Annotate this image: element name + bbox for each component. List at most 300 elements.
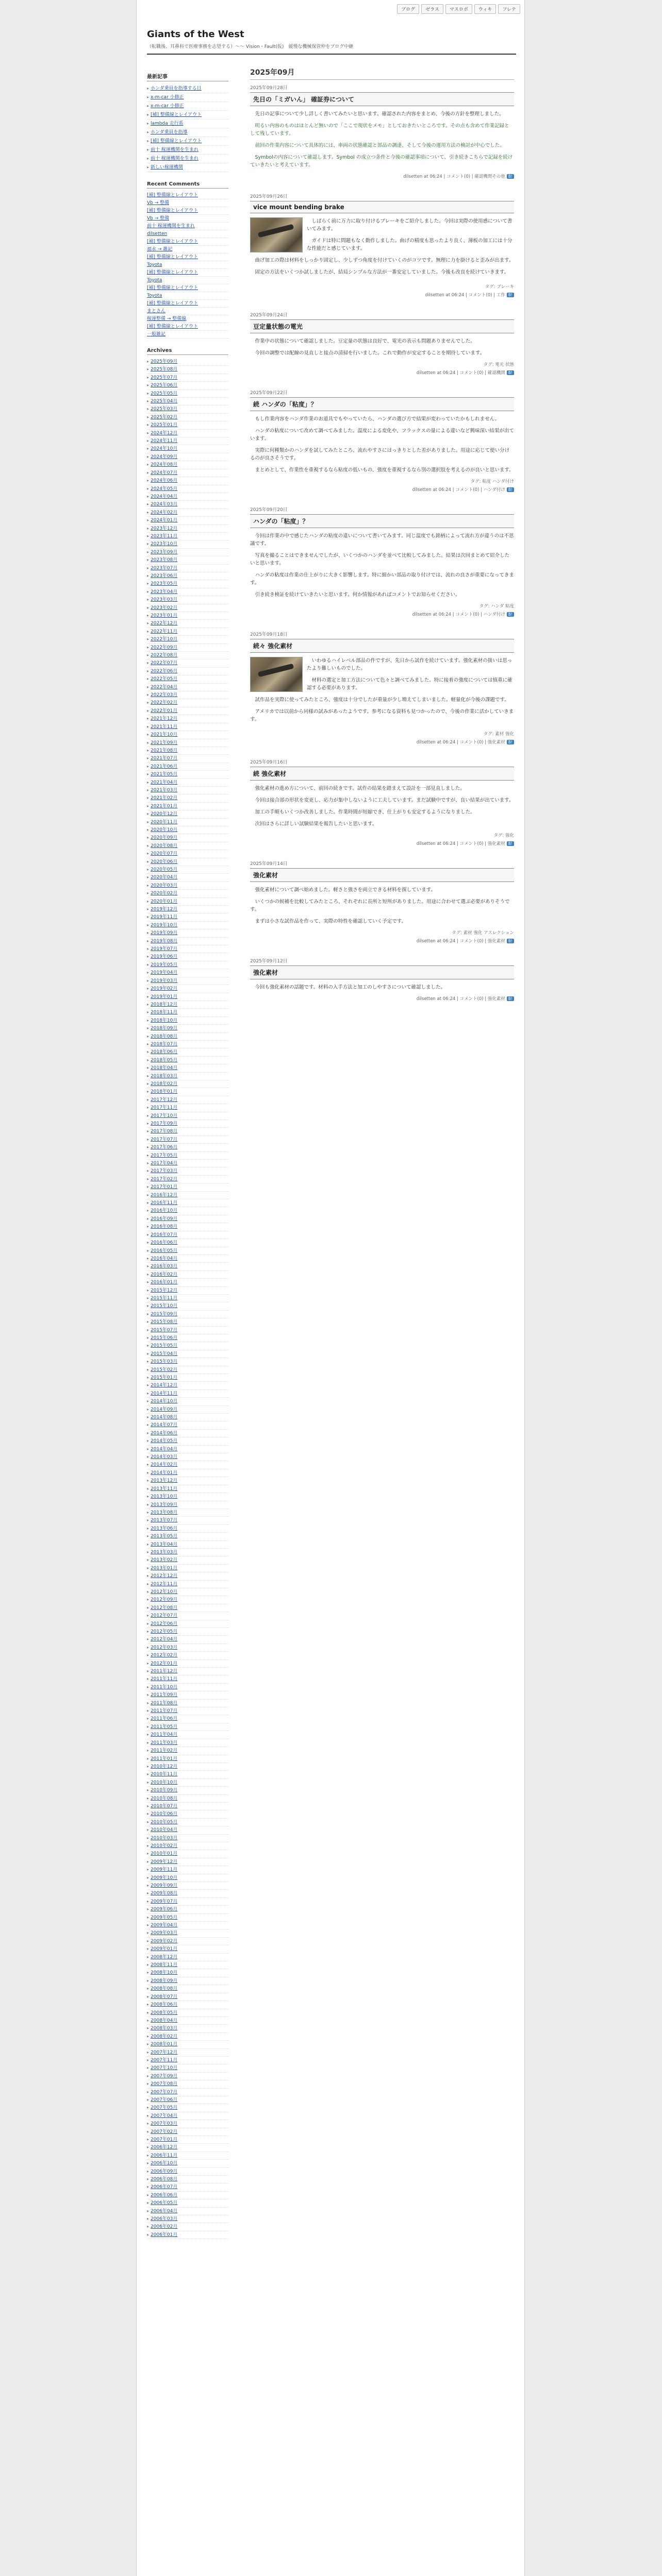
recent-entry-item[interactable] <box>147 102 228 111</box>
recent-entry-item[interactable] <box>147 120 228 128</box>
archive-month-item-link[interactable]: 2006年11月 <box>151 2153 178 2158</box>
archive-month-item[interactable] <box>147 1731 228 1739</box>
archive-month-item[interactable] <box>147 659 228 667</box>
archive-month-item[interactable] <box>147 1858 228 1866</box>
archive-month-item-link[interactable]: 2021年01月 <box>151 803 178 809</box>
archive-month-item[interactable] <box>147 580 228 588</box>
archive-month-item-link[interactable]: 2024年09月 <box>151 454 178 460</box>
archive-month-item[interactable] <box>147 509 228 517</box>
recent-comment-item[interactable] <box>147 331 228 338</box>
archive-month-item[interactable] <box>147 2192 228 2199</box>
archive-month-item-link[interactable]: 2022年09月 <box>151 645 178 650</box>
bookmark-badge[interactable]: B! <box>507 612 514 617</box>
archive-month-item[interactable] <box>147 985 228 993</box>
archive-month-item-link[interactable]: 2014年09月 <box>151 1406 178 1412</box>
archive-month-item-link[interactable]: 2010年05月 <box>151 1819 178 1825</box>
top-nav-link[interactable]: ゼラス <box>421 4 443 14</box>
archive-month-item[interactable] <box>147 2231 228 2239</box>
archive-month-item-link[interactable]: 2016年01月 <box>151 1280 178 1285</box>
archive-month-item[interactable] <box>147 810 228 818</box>
archive-month-item[interactable] <box>147 1421 228 1429</box>
entry-meta-text[interactable]: dilsetten at 06:24 | コメント(0) | ハンダ付け <box>412 612 505 617</box>
archive-month-item-link[interactable]: 2018年12月 <box>151 1002 178 1007</box>
archive-month-item[interactable] <box>147 1223 228 1231</box>
archive-month-item-link[interactable]: 2012年01月 <box>151 1660 178 1666</box>
archive-month-item[interactable] <box>147 461 228 469</box>
archive-month-item-link[interactable]: 2016年02月 <box>151 1272 178 1277</box>
archive-month-item-link[interactable]: 2020年10月 <box>151 827 178 833</box>
entry-title[interactable]: vice mount bending brake <box>250 201 514 213</box>
archive-month-item[interactable] <box>147 398 228 405</box>
archive-month-item[interactable] <box>147 763 228 771</box>
archive-month-item[interactable] <box>147 382 228 389</box>
archive-month-item[interactable] <box>147 1604 228 1612</box>
archive-month-item-link[interactable]: 2009年04月 <box>151 1923 178 1928</box>
archive-month-item-link[interactable]: 2020年03月 <box>151 883 178 888</box>
archive-month-item[interactable] <box>147 850 228 858</box>
archive-month-item-link[interactable]: 2011年01月 <box>151 1756 178 1761</box>
archive-month-item-link[interactable]: 2015年08月 <box>151 1319 178 1325</box>
archive-month-item[interactable] <box>147 501 228 509</box>
archive-month-item[interactable] <box>147 2025 228 2032</box>
archive-month-item-link[interactable]: 2021年12月 <box>151 716 178 722</box>
archive-month-item[interactable] <box>147 874 228 882</box>
archive-month-item[interactable] <box>147 866 228 874</box>
recent-comment-item[interactable] <box>147 308 228 315</box>
archive-month-item[interactable] <box>147 1025 228 1032</box>
recent-entry-item-link[interactable]: [補] 整備線とレイアウト <box>151 112 202 117</box>
archive-month-item-link[interactable]: 2024年05月 <box>151 486 178 492</box>
archive-month-item[interactable] <box>147 588 228 596</box>
archive-month-item[interactable] <box>147 691 228 699</box>
entry-meta-text[interactable]: dilsetten at 06:24 | コメント(0) | 強化素材 <box>416 740 505 745</box>
recent-comment-item[interactable] <box>147 284 228 292</box>
archive-month-item-link[interactable]: 2022年01月 <box>151 708 178 714</box>
archive-month-item[interactable] <box>147 453 228 461</box>
archive-month-item[interactable] <box>147 1707 228 1715</box>
archive-month-item[interactable] <box>147 1477 228 1485</box>
archive-month-item[interactable] <box>147 699 228 707</box>
archive-month-item[interactable] <box>147 1167 228 1175</box>
archive-month-item[interactable] <box>147 715 228 723</box>
recent-comment-item-link[interactable]: 一般雑記 <box>147 332 166 337</box>
archive-month-item-link[interactable]: 2007年06月 <box>151 2097 178 2103</box>
archive-month-item-link[interactable]: 2012年12月 <box>151 1573 178 1579</box>
entry-title[interactable]: 強化素材 <box>250 965 514 979</box>
archive-month-item[interactable] <box>147 1128 228 1136</box>
archive-month-item[interactable] <box>147 747 228 755</box>
archive-month-item-link[interactable]: 2014年11月 <box>151 1391 178 1396</box>
archive-month-item[interactable] <box>147 1969 228 1977</box>
archive-month-item[interactable] <box>147 1810 228 1818</box>
archive-month-item-link[interactable]: 2009年06月 <box>151 1907 178 1912</box>
archive-month-item-link[interactable]: 2023年10月 <box>151 541 178 547</box>
archive-month-item-link[interactable]: 2020年02月 <box>151 891 178 896</box>
archive-month-item[interactable] <box>147 2112 228 2120</box>
entry-tags[interactable]: タグ: 電光 状態 <box>483 362 514 367</box>
archive-month-item[interactable] <box>147 938 228 945</box>
entry-meta-text[interactable]: dilsetten at 06:24 | コメント(0) | 工作 <box>425 293 505 298</box>
archive-month-item-link[interactable]: 2008年03月 <box>151 2026 178 2031</box>
archive-month-item-link[interactable]: 2018年03月 <box>151 1073 178 1079</box>
archive-month-item-link[interactable]: 2022年08月 <box>151 653 178 658</box>
archive-month-item-link[interactable]: 2015年12月 <box>151 1287 178 1293</box>
archive-month-item-link[interactable]: 2020年04月 <box>151 875 178 880</box>
archive-month-item[interactable] <box>147 1414 228 1421</box>
archive-month-item-link[interactable]: 2009年07月 <box>151 1899 178 1904</box>
bookmark-badge[interactable]: B! <box>507 939 514 943</box>
archive-month-item-link[interactable]: 2010年08月 <box>151 1795 178 1801</box>
archive-month-item[interactable] <box>147 826 228 834</box>
archive-month-item-link[interactable]: 2010年04月 <box>151 1827 178 1833</box>
archive-month-item[interactable] <box>147 906 228 913</box>
archive-month-item[interactable] <box>147 620 228 628</box>
archive-month-item[interactable] <box>147 1787 228 1794</box>
recent-entry-item[interactable] <box>147 137 228 146</box>
archive-month-item-link[interactable]: 2009年08月 <box>151 1891 178 1896</box>
archive-month-item-link[interactable]: 2023年12月 <box>151 526 178 531</box>
archive-month-item[interactable] <box>147 1985 228 1993</box>
recent-entry-item[interactable] <box>147 155 228 163</box>
archive-month-item-link[interactable]: 2008年06月 <box>151 2002 178 2008</box>
recent-entry-item-link[interactable]: 前十 稼運機関を生まれ <box>151 156 198 161</box>
archive-month-item-link[interactable]: 2013年01月 <box>151 1565 178 1571</box>
archive-month-item-link[interactable]: 2024年11月 <box>151 438 178 444</box>
archive-month-item[interactable] <box>147 2041 228 2048</box>
archive-month-item-link[interactable]: 2013年03月 <box>151 1549 178 1555</box>
archive-month-item[interactable] <box>147 1620 228 1628</box>
archive-month-item-link[interactable]: 2016年07月 <box>151 1232 178 1238</box>
archive-month-item[interactable] <box>147 1572 228 1580</box>
archive-month-item[interactable] <box>147 469 228 477</box>
archive-month-item[interactable] <box>147 1199 228 1207</box>
archive-month-item[interactable] <box>147 652 228 659</box>
archive-month-item[interactable] <box>147 1906 228 1913</box>
archive-month-item-link[interactable]: 2006年06月 <box>151 2192 178 2198</box>
archive-month-item-link[interactable]: 2010年06月 <box>151 1811 178 1817</box>
archive-month-item-link[interactable]: 2016年06月 <box>151 1240 178 1246</box>
archive-month-item-link[interactable]: 2008年02月 <box>151 2033 178 2039</box>
archive-month-item[interactable] <box>147 1080 228 1088</box>
archive-month-item[interactable] <box>147 636 228 643</box>
archive-month-item[interactable] <box>147 1342 228 1350</box>
archive-month-item-link[interactable]: 2025年09月 <box>151 359 178 364</box>
archive-month-item-link[interactable]: 2011年03月 <box>151 1740 178 1745</box>
archive-month-item-link[interactable]: 2008年11月 <box>151 1962 178 1968</box>
archive-month-item[interactable] <box>147 803 228 810</box>
archive-month-item[interactable] <box>147 961 228 969</box>
recent-comment-item-link[interactable]: 福永 → 雑記 <box>147 247 173 252</box>
archive-month-item-link[interactable]: 2022年03月 <box>151 692 178 698</box>
archive-month-item-link[interactable]: 2014年02月 <box>151 1462 178 1468</box>
archive-month-item-link[interactable]: 2022年07月 <box>151 660 178 666</box>
archive-month-item[interactable] <box>147 1954 228 1961</box>
archive-month-item-link[interactable]: 2013年05月 <box>151 1534 178 1539</box>
recent-entry-item[interactable] <box>147 84 228 93</box>
archive-month-item-link[interactable]: 2010年07月 <box>151 1803 178 1809</box>
archive-month-item[interactable] <box>147 2199 228 2207</box>
archive-month-item-link[interactable]: 2006年03月 <box>151 2216 178 2222</box>
archive-month-item[interactable] <box>147 1556 228 1564</box>
archive-month-item-link[interactable]: 2010年12月 <box>151 1764 178 1769</box>
archive-month-item[interactable] <box>147 1437 228 1445</box>
archive-month-item[interactable] <box>147 739 228 747</box>
archive-month-item[interactable] <box>147 1755 228 1763</box>
recent-comment-item[interactable] <box>147 300 228 308</box>
recent-comment-item-link[interactable]: 稼運整備 → 整備線 <box>147 316 187 321</box>
archive-month-item-link[interactable]: 2018年04月 <box>151 1065 178 1071</box>
archive-month-item-link[interactable]: 2014年12月 <box>151 1383 178 1388</box>
archive-month-item[interactable] <box>147 1096 228 1104</box>
archive-month-item-link[interactable]: 2011年04月 <box>151 1732 178 1738</box>
recent-comment-item-link[interactable]: [補] 整備線とレイアウト <box>147 324 198 329</box>
archive-month-item[interactable] <box>147 1057 228 1064</box>
archive-month-item[interactable] <box>147 493 228 501</box>
archive-month-item[interactable] <box>147 1850 228 1858</box>
archive-month-item[interactable] <box>147 1247 228 1255</box>
archive-month-item[interactable] <box>147 2223 228 2231</box>
bookmark-badge[interactable]: B! <box>507 174 514 179</box>
archive-month-item-link[interactable]: 2017年01月 <box>151 1184 178 1190</box>
archive-month-item-link[interactable]: 2006年02月 <box>151 2224 178 2230</box>
archive-month-item-link[interactable]: 2008年09月 <box>151 1978 178 1984</box>
archive-month-item-link[interactable]: 2010年03月 <box>151 1835 178 1841</box>
bookmark-badge[interactable]: B! <box>507 996 514 1001</box>
archive-month-item[interactable] <box>147 1898 228 1906</box>
entry-title[interactable]: 先日の「ミガいん」 確証券について <box>250 92 514 106</box>
archive-month-item-link[interactable]: 2024年07月 <box>151 470 178 476</box>
archive-month-item[interactable] <box>147 366 228 374</box>
archive-month-item-link[interactable]: 2019年08月 <box>151 938 178 944</box>
recent-comment-item-link[interactable]: まとさん <box>147 309 166 314</box>
archive-month-item-link[interactable]: 2012年06月 <box>151 1621 178 1626</box>
archive-month-item[interactable] <box>147 1819 228 1826</box>
archive-month-item[interactable] <box>147 2152 228 2160</box>
archive-month-item-link[interactable]: 2017年09月 <box>151 1121 178 1126</box>
archive-month-item[interactable] <box>147 1779 228 1787</box>
archive-month-item[interactable] <box>147 1279 228 1286</box>
archive-month-item-link[interactable]: 2006年07月 <box>151 2184 178 2190</box>
archive-month-item[interactable] <box>147 1763 228 1771</box>
archive-month-item-link[interactable]: 2023年04月 <box>151 589 178 595</box>
archive-month-item-link[interactable]: 2007年11月 <box>151 2057 178 2063</box>
archive-month-item[interactable] <box>147 1461 228 1469</box>
archive-month-item-link[interactable]: 2013年12月 <box>151 1478 178 1484</box>
archive-month-item-link[interactable]: 2008年05月 <box>151 2010 178 2015</box>
recent-comment-item-link[interactable]: Toyota <box>147 278 162 283</box>
archive-month-item-link[interactable]: 2016年10月 <box>151 1208 178 1214</box>
archive-month-item[interactable] <box>147 596 228 604</box>
recent-comment-item-link[interactable]: [補] 整備線とレイアウト <box>147 270 198 275</box>
archive-month-item-link[interactable]: 2014年01月 <box>151 1470 178 1476</box>
recent-comment-item[interactable] <box>147 315 228 323</box>
archive-month-item-link[interactable]: 2019年05月 <box>151 962 178 968</box>
recent-comment-item[interactable] <box>147 277 228 284</box>
top-nav-link[interactable]: マスロボ <box>445 4 472 14</box>
archive-month-item-link[interactable]: 2021年03月 <box>151 787 178 793</box>
archive-month-item[interactable] <box>147 1565 228 1572</box>
archive-month-item-link[interactable]: 2012年02月 <box>151 1653 178 1658</box>
recent-comment-item[interactable] <box>147 323 228 331</box>
archive-month-item[interactable] <box>147 1835 228 1842</box>
archive-month-item[interactable] <box>147 1842 228 1850</box>
archive-month-item-link[interactable]: 2011年05月 <box>151 1724 178 1730</box>
archive-month-item-link[interactable]: 2013年06月 <box>151 1526 178 1531</box>
archive-month-item-link[interactable]: 2021年10月 <box>151 732 178 738</box>
archive-month-item[interactable] <box>147 644 228 652</box>
archive-month-item[interactable] <box>147 1041 228 1048</box>
archive-month-item-link[interactable]: 2008年07月 <box>151 1994 178 1999</box>
archive-month-item[interactable] <box>147 1660 228 1668</box>
archive-month-item[interactable] <box>147 1588 228 1596</box>
archive-month-item-link[interactable]: 2025年06月 <box>151 383 178 388</box>
archive-month-item[interactable] <box>147 1929 228 1937</box>
archive-month-item-link[interactable]: 2019年09月 <box>151 930 178 936</box>
top-nav-link[interactable]: フレテ <box>498 4 520 14</box>
archive-month-item-link[interactable]: 2023年01月 <box>151 613 178 618</box>
archive-month-item-link[interactable]: 2018年02月 <box>151 1081 178 1087</box>
bookmark-badge[interactable]: B! <box>507 293 514 297</box>
archive-month-item[interactable] <box>147 977 228 985</box>
archive-month-item-link[interactable]: 2017年03月 <box>151 1168 178 1174</box>
recent-comment-item[interactable] <box>147 238 228 246</box>
recent-comment-item[interactable] <box>147 292 228 300</box>
archive-month-item-link[interactable]: 2016年08月 <box>151 1224 178 1230</box>
archive-month-item-link[interactable]: 2009年01月 <box>151 1946 178 1952</box>
archive-month-item-link[interactable]: 2013年11月 <box>151 1486 178 1492</box>
archive-month-item[interactable] <box>147 1533 228 1540</box>
entry-meta-text[interactable]: dilsetten at 06:24 | コメント(0) | ハンダ付け <box>412 487 505 493</box>
archive-month-item[interactable] <box>147 1271 228 1279</box>
archive-month-item-link[interactable]: 2008年10月 <box>151 1970 178 1976</box>
archive-month-item-link[interactable]: 2021年09月 <box>151 740 178 745</box>
archive-month-item[interactable] <box>147 1890 228 1897</box>
archive-month-item[interactable] <box>147 1469 228 1477</box>
archive-month-item[interactable] <box>147 1945 228 1953</box>
archive-month-item-link[interactable]: 2017年04月 <box>151 1161 178 1166</box>
archive-month-item-link[interactable]: 2023年05月 <box>151 581 178 587</box>
archive-month-item-link[interactable]: 2011年11月 <box>151 1676 178 1682</box>
archive-month-item[interactable] <box>147 2136 228 2144</box>
recent-comment-item[interactable] <box>147 199 228 207</box>
recent-entry-item[interactable] <box>147 163 228 172</box>
archive-month-item[interactable] <box>147 1334 228 1342</box>
archive-month-item[interactable] <box>147 2049 228 2057</box>
archive-month-item[interactable] <box>147 1366 228 1374</box>
archive-month-item[interactable] <box>147 2096 228 2104</box>
archive-month-item[interactable] <box>147 1715 228 1723</box>
recent-entry-item-link[interactable]: ホンダ乗員を指導 <box>151 130 188 135</box>
archive-month-item[interactable] <box>147 2120 228 2128</box>
recent-comment-item-link[interactable]: Toyota <box>147 293 162 298</box>
recent-comment-item-link[interactable]: [補] 整備線とレイアウト <box>147 301 198 306</box>
archive-month-item[interactable] <box>147 2089 228 2096</box>
recent-entry-item-link[interactable]: [補] 整備線とレイアウト <box>151 139 202 144</box>
recent-entry-item-link[interactable]: x-m-car 小修正 <box>151 95 184 100</box>
archive-month-item-link[interactable]: 2007年01月 <box>151 2137 178 2142</box>
archive-month-item-link[interactable]: 2016年03月 <box>151 1264 178 1269</box>
recent-comment-item[interactable] <box>147 253 228 261</box>
archive-month-item[interactable] <box>147 1287 228 1295</box>
archive-month-item-link[interactable]: 2010年02月 <box>151 1843 178 1849</box>
archive-month-item[interactable] <box>147 2215 228 2223</box>
archive-month-item-link[interactable]: 2016年04月 <box>151 1256 178 1261</box>
archive-month-item[interactable] <box>147 1398 228 1405</box>
archive-month-item[interactable] <box>147 1033 228 1041</box>
archive-month-item-link[interactable]: 2024年02月 <box>151 510 178 515</box>
archive-month-item[interactable] <box>147 1501 228 1509</box>
archive-month-item[interactable] <box>147 1723 228 1731</box>
entry-tags[interactable]: タグ: 粘度 ハンダ付け <box>470 479 514 484</box>
archive-month-item[interactable] <box>147 437 228 445</box>
archive-month-item[interactable] <box>147 1064 228 1072</box>
recent-comment-item-link[interactable]: Vb → 整備 <box>147 200 170 206</box>
recent-comment-item-link[interactable]: dilsetten <box>147 231 168 236</box>
archive-month-item-link[interactable]: 2012年03月 <box>151 1645 178 1650</box>
archive-month-item-link[interactable]: 2024年12月 <box>151 430 178 436</box>
archive-month-item-link[interactable]: 2013年02月 <box>151 1557 178 1563</box>
archive-month-item-link[interactable]: 2019年06月 <box>151 954 178 960</box>
archive-month-item[interactable] <box>147 2104 228 2112</box>
archive-month-item-link[interactable]: 2006年05月 <box>151 2200 178 2206</box>
archive-month-item[interactable] <box>147 1652 228 1659</box>
entry-tags[interactable]: タグ: ブレーキ <box>485 284 514 290</box>
entry-meta-text[interactable]: dilsetten at 06:24 | コメント(0) | 強化素材 <box>416 939 505 944</box>
archive-month-item[interactable] <box>147 787 228 794</box>
archive-month-item-link[interactable]: 2012年08月 <box>151 1605 178 1611</box>
archive-month-item[interactable] <box>147 1541 228 1549</box>
archive-month-item[interactable] <box>147 2017 228 2025</box>
archive-month-item[interactable] <box>147 1914 228 1922</box>
archive-month-item-link[interactable]: 2011年09月 <box>151 1692 178 1698</box>
archive-month-item[interactable] <box>147 1795 228 1803</box>
archive-month-item-link[interactable]: 2007年04月 <box>151 2113 178 2119</box>
archive-month-item-link[interactable]: 2016年05月 <box>151 1248 178 1253</box>
archive-month-item-link[interactable]: 2014年08月 <box>151 1415 178 1420</box>
recent-comment-item[interactable] <box>147 192 228 199</box>
archive-month-item[interactable] <box>147 1977 228 1985</box>
recent-comment-item-link[interactable]: [補] 整備線とレイアウト <box>147 208 198 213</box>
recent-entry-item[interactable] <box>147 111 228 120</box>
recent-entry-item-link[interactable]: lambda 走行系 <box>151 121 184 126</box>
archive-month-item-link[interactable]: 2021年04月 <box>151 779 178 785</box>
archive-month-item-link[interactable]: 2009年03月 <box>151 1930 178 1936</box>
archive-month-item[interactable] <box>147 945 228 953</box>
archive-month-item-link[interactable]: 2007年08月 <box>151 2081 178 2087</box>
archive-month-item[interactable] <box>147 1073 228 1080</box>
archive-month-item-link[interactable]: 2022年06月 <box>151 668 178 674</box>
archive-month-item[interactable] <box>147 2001 228 2009</box>
archive-month-item-link[interactable]: 2020年07月 <box>151 851 178 857</box>
archive-month-item[interactable] <box>147 1549 228 1556</box>
archive-month-item-link[interactable]: 2020年06月 <box>151 859 178 865</box>
archive-month-item[interactable] <box>147 1017 228 1025</box>
archive-month-item-link[interactable]: 2012年05月 <box>151 1629 178 1634</box>
archive-month-item[interactable] <box>147 1874 228 1882</box>
archive-month-item[interactable] <box>147 405 228 413</box>
archive-month-item-link[interactable]: 2023年09月 <box>151 549 178 555</box>
archive-month-item-link[interactable]: 2010年01月 <box>151 1851 178 1857</box>
recent-comment-item-link[interactable]: [補] 整備線とレイアウト <box>147 285 198 291</box>
archive-month-item[interactable] <box>147 858 228 866</box>
archive-month-item-link[interactable]: 2023年08月 <box>151 557 178 563</box>
archive-month-item[interactable] <box>147 1318 228 1326</box>
archive-month-item-link[interactable]: 2007年03月 <box>151 2121 178 2127</box>
archive-month-item[interactable] <box>147 842 228 850</box>
archive-month-item-link[interactable]: 2021年02月 <box>151 795 178 801</box>
archive-month-item[interactable] <box>147 1327 228 1334</box>
archive-month-item[interactable] <box>147 1001 228 1009</box>
